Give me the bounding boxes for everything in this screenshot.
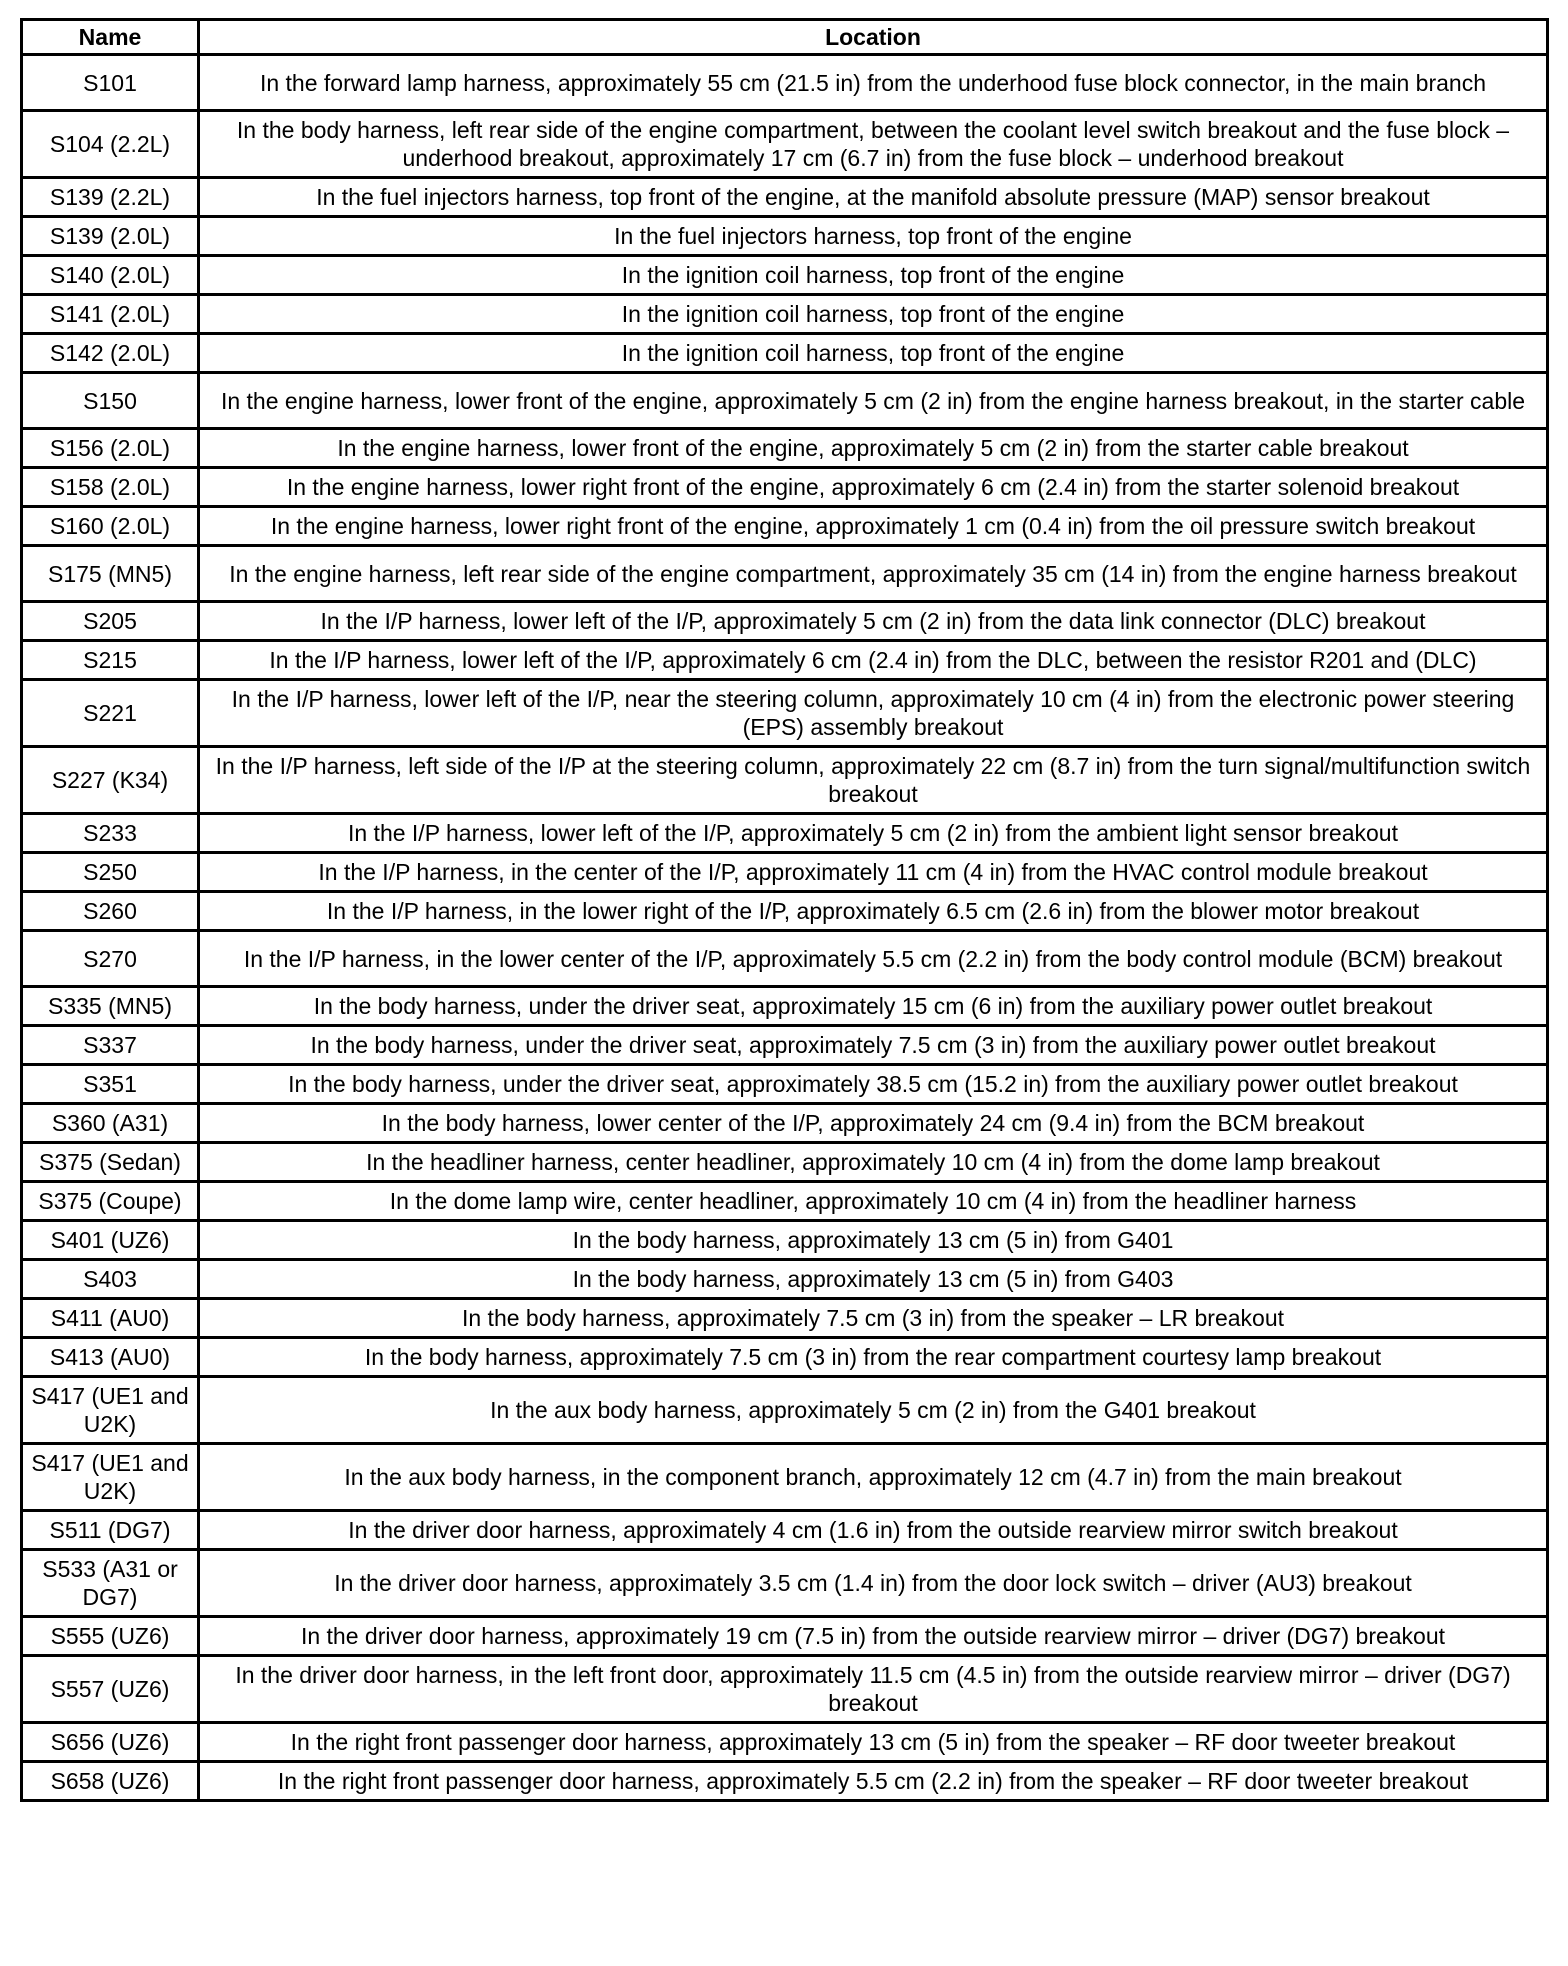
splice-name-cell: S142 (2.0L)	[22, 334, 199, 373]
splice-name-cell: S260	[22, 892, 199, 931]
table-row	[22, 1182, 1548, 1221]
table-row	[22, 931, 1548, 987]
splice-location-cell: In the body harness, approximately 13 cm (5 in) from G403	[199, 1260, 1548, 1299]
splice-name-cell: S411 (AU0)	[22, 1299, 199, 1338]
splice-location-cell: In the ignition coil harness, top front of the engine	[199, 295, 1548, 334]
splice-name-cell: S150	[22, 373, 199, 429]
splice-name-cell: S351	[22, 1065, 199, 1104]
splice-location-cell: In the driver door harness, approximately 3.5 cm (1.4 in) from the door lock switch – driver (AU3) breakout	[199, 1550, 1548, 1617]
splice-location-cell: In the body harness, approximately 7.5 cm (3 in) from the speaker – LR breakout	[199, 1299, 1548, 1338]
table-row	[22, 429, 1548, 468]
splice-name-cell: S658 (UZ6)	[22, 1762, 199, 1801]
splice-name-cell: S233	[22, 814, 199, 853]
splice-location-cell: In the aux body harness, in the component branch, approximately 12 cm (4.7 in) from the main breakout	[199, 1444, 1548, 1511]
table-body	[22, 55, 1548, 1801]
splice-location-cell: In the right front passenger door harness, approximately 13 cm (5 in) from the speaker – RF door tweeter breakout	[199, 1723, 1548, 1762]
splice-location-cell: In the engine harness, lower front of the engine, approximately 5 cm (2 in) from the engine harness breakout, in the starter cable	[199, 373, 1548, 429]
table-row	[22, 680, 1548, 747]
splice-name-cell: S511 (DG7)	[22, 1511, 199, 1550]
splice-location-cell: In the I/P harness, lower left of the I/P, approximately 6 cm (2.4 in) from the DLC, between the resistor R201 and (DLC)	[199, 641, 1548, 680]
splice-location-cell: In the body harness, approximately 13 cm (5 in) from G401	[199, 1221, 1548, 1260]
column-header-name: Name	[22, 20, 199, 55]
splice-name-cell: S175 (MN5)	[22, 546, 199, 602]
splice-name-cell: S375 (Coupe)	[22, 1182, 199, 1221]
table-row	[22, 1762, 1548, 1801]
splice-location-cell: In the right front passenger door harness, approximately 5.5 cm (2.2 in) from the speaker – RF door tweeter breakout	[199, 1762, 1548, 1801]
splice-name-cell: S221	[22, 680, 199, 747]
splice-location-cell: In the driver door harness, approximately 19 cm (7.5 in) from the outside rearview mirror – driver (DG7) breakout	[199, 1617, 1548, 1656]
splice-location-cell: In the body harness, under the driver seat, approximately 7.5 cm (3 in) from the auxiliary power outlet breakout	[199, 1026, 1548, 1065]
table-row	[22, 55, 1548, 111]
splice-location-cell: In the I/P harness, lower left of the I/P, near the steering column, approximately 10 cm (4 in) from the electronic power steering (EPS) assembly breakout	[199, 680, 1548, 747]
splice-location-cell: In the body harness, approximately 7.5 cm (3 in) from the rear compartment courtesy lamp breakout	[199, 1338, 1548, 1377]
splice-location-cell: In the forward lamp harness, approximately 55 cm (21.5 in) from the underhood fuse block connector, in the main branch	[199, 55, 1548, 111]
splice-name-cell: S270	[22, 931, 199, 987]
splice-location-cell: In the body harness, under the driver seat, approximately 15 cm (6 in) from the auxiliary power outlet breakout	[199, 987, 1548, 1026]
table-row	[22, 1299, 1548, 1338]
splice-location-cell: In the body harness, lower center of the I/P, approximately 24 cm (9.4 in) from the BCM breakout	[199, 1104, 1548, 1143]
splice-name-cell: S140 (2.0L)	[22, 256, 199, 295]
splice-name-cell: S413 (AU0)	[22, 1338, 199, 1377]
splice-name-cell: S335 (MN5)	[22, 987, 199, 1026]
splice-name-cell: S104 (2.2L)	[22, 111, 199, 178]
table-row	[22, 178, 1548, 217]
table-row	[22, 1260, 1548, 1299]
splice-name-cell: S205	[22, 602, 199, 641]
splice-name-cell: S158 (2.0L)	[22, 468, 199, 507]
column-header-location: Location	[199, 20, 1548, 55]
splice-name-cell: S156 (2.0L)	[22, 429, 199, 468]
table-row	[22, 1550, 1548, 1617]
splice-name-cell: S375 (Sedan)	[22, 1143, 199, 1182]
splice-location-cell: In the driver door harness, approximately 4 cm (1.6 in) from the outside rearview mirror switch breakout	[199, 1511, 1548, 1550]
splice-location-cell: In the body harness, left rear side of the engine compartment, between the coolant level switch breakout and the fuse block – underhood breakout, approximately 17 cm (6.7 in) from the fuse block – underhood breakout	[199, 111, 1548, 178]
splice-location-cell: In the I/P harness, lower left of the I/P, approximately 5 cm (2 in) from the data link connector (DLC) breakout	[199, 602, 1548, 641]
table-row	[22, 892, 1548, 931]
table-row	[22, 546, 1548, 602]
table-row	[22, 507, 1548, 546]
splice-name-cell: S533 (A31 or DG7)	[22, 1550, 199, 1617]
table-row	[22, 853, 1548, 892]
splice-location-cell: In the ignition coil harness, top front of the engine	[199, 256, 1548, 295]
splice-name-cell: S160 (2.0L)	[22, 507, 199, 546]
splice-location-cell: In the driver door harness, in the left front door, approximately 11.5 cm (4.5 in) from the outside rearview mirror – driver (DG7) breakout	[199, 1656, 1548, 1723]
table-row	[22, 334, 1548, 373]
table-row	[22, 1026, 1548, 1065]
splice-name-cell: S141 (2.0L)	[22, 295, 199, 334]
splice-location-cell: In the engine harness, lower front of the engine, approximately 5 cm (2 in) from the starter cable breakout	[199, 429, 1548, 468]
table-row	[22, 373, 1548, 429]
splice-name-cell: S227 (K34)	[22, 747, 199, 814]
splice-name-cell: S401 (UZ6)	[22, 1221, 199, 1260]
splice-location-table	[20, 18, 1549, 1802]
splice-name-cell: S139 (2.2L)	[22, 178, 199, 217]
splice-location-cell: In the dome lamp wire, center headliner, approximately 10 cm (4 in) from the headliner harness	[199, 1182, 1548, 1221]
splice-name-cell: S139 (2.0L)	[22, 217, 199, 256]
splice-location-cell: In the engine harness, left rear side of the engine compartment, approximately 35 cm (14 in) from the engine harness breakout	[199, 546, 1548, 602]
table-row	[22, 1444, 1548, 1511]
splice-location-cell: In the I/P harness, in the lower center of the I/P, approximately 5.5 cm (2.2 in) from the body control module (BCM) breakout	[199, 931, 1548, 987]
table-row	[22, 256, 1548, 295]
table-row	[22, 641, 1548, 680]
splice-name-cell: S101	[22, 55, 199, 111]
splice-location-cell: In the engine harness, lower right front of the engine, approximately 6 cm (2.4 in) from the starter solenoid breakout	[199, 468, 1548, 507]
splice-location-cell: In the I/P harness, in the center of the I/P, approximately 11 cm (4 in) from the HVAC control module breakout	[199, 853, 1548, 892]
table-row	[22, 1377, 1548, 1444]
splice-name-cell: S417 (UE1 and U2K)	[22, 1377, 199, 1444]
splice-name-cell: S557 (UZ6)	[22, 1656, 199, 1723]
table-row	[22, 1221, 1548, 1260]
table-header-row	[22, 20, 1548, 55]
splice-name-cell: S250	[22, 853, 199, 892]
table-row	[22, 295, 1548, 334]
table-row	[22, 111, 1548, 178]
splice-location-cell: In the fuel injectors harness, top front of the engine, at the manifold absolute pressure (MAP) sensor breakout	[199, 178, 1548, 217]
table-row	[22, 1617, 1548, 1656]
table-row	[22, 602, 1548, 641]
splice-location-cell: In the engine harness, lower right front of the engine, approximately 1 cm (0.4 in) from the oil pressure switch breakout	[199, 507, 1548, 546]
splice-location-cell: In the body harness, under the driver seat, approximately 38.5 cm (15.2 in) from the auxiliary power outlet breakout	[199, 1065, 1548, 1104]
table-row	[22, 1143, 1548, 1182]
splice-location-cell: In the I/P harness, in the lower right of the I/P, approximately 6.5 cm (2.6 in) from the blower motor breakout	[199, 892, 1548, 931]
table-row	[22, 1065, 1548, 1104]
table-row	[22, 1656, 1548, 1723]
table-row	[22, 217, 1548, 256]
splice-location-cell: In the headliner harness, center headliner, approximately 10 cm (4 in) from the dome lamp breakout	[199, 1143, 1548, 1182]
splice-name-cell: S215	[22, 641, 199, 680]
table-row	[22, 814, 1548, 853]
table-row	[22, 1104, 1548, 1143]
splice-name-cell: S337	[22, 1026, 199, 1065]
splice-name-cell: S656 (UZ6)	[22, 1723, 199, 1762]
splice-location-cell: In the ignition coil harness, top front of the engine	[199, 334, 1548, 373]
table-row	[22, 1338, 1548, 1377]
table-row	[22, 1723, 1548, 1762]
splice-name-cell: S555 (UZ6)	[22, 1617, 199, 1656]
splice-name-cell: S360 (A31)	[22, 1104, 199, 1143]
table-row	[22, 747, 1548, 814]
splice-location-cell: In the fuel injectors harness, top front of the engine	[199, 217, 1548, 256]
table-row	[22, 1511, 1548, 1550]
table-row	[22, 468, 1548, 507]
splice-name-cell: S403	[22, 1260, 199, 1299]
splice-location-cell: In the I/P harness, lower left of the I/P, approximately 5 cm (2 in) from the ambient light sensor breakout	[199, 814, 1548, 853]
splice-location-cell: In the aux body harness, approximately 5 cm (2 in) from the G401 breakout	[199, 1377, 1548, 1444]
splice-name-cell: S417 (UE1 and U2K)	[22, 1444, 199, 1511]
table-row	[22, 987, 1548, 1026]
splice-location-cell: In the I/P harness, left side of the I/P at the steering column, approximately 22 cm (8.7 in) from the turn signal/multifunction switch breakout	[199, 747, 1548, 814]
